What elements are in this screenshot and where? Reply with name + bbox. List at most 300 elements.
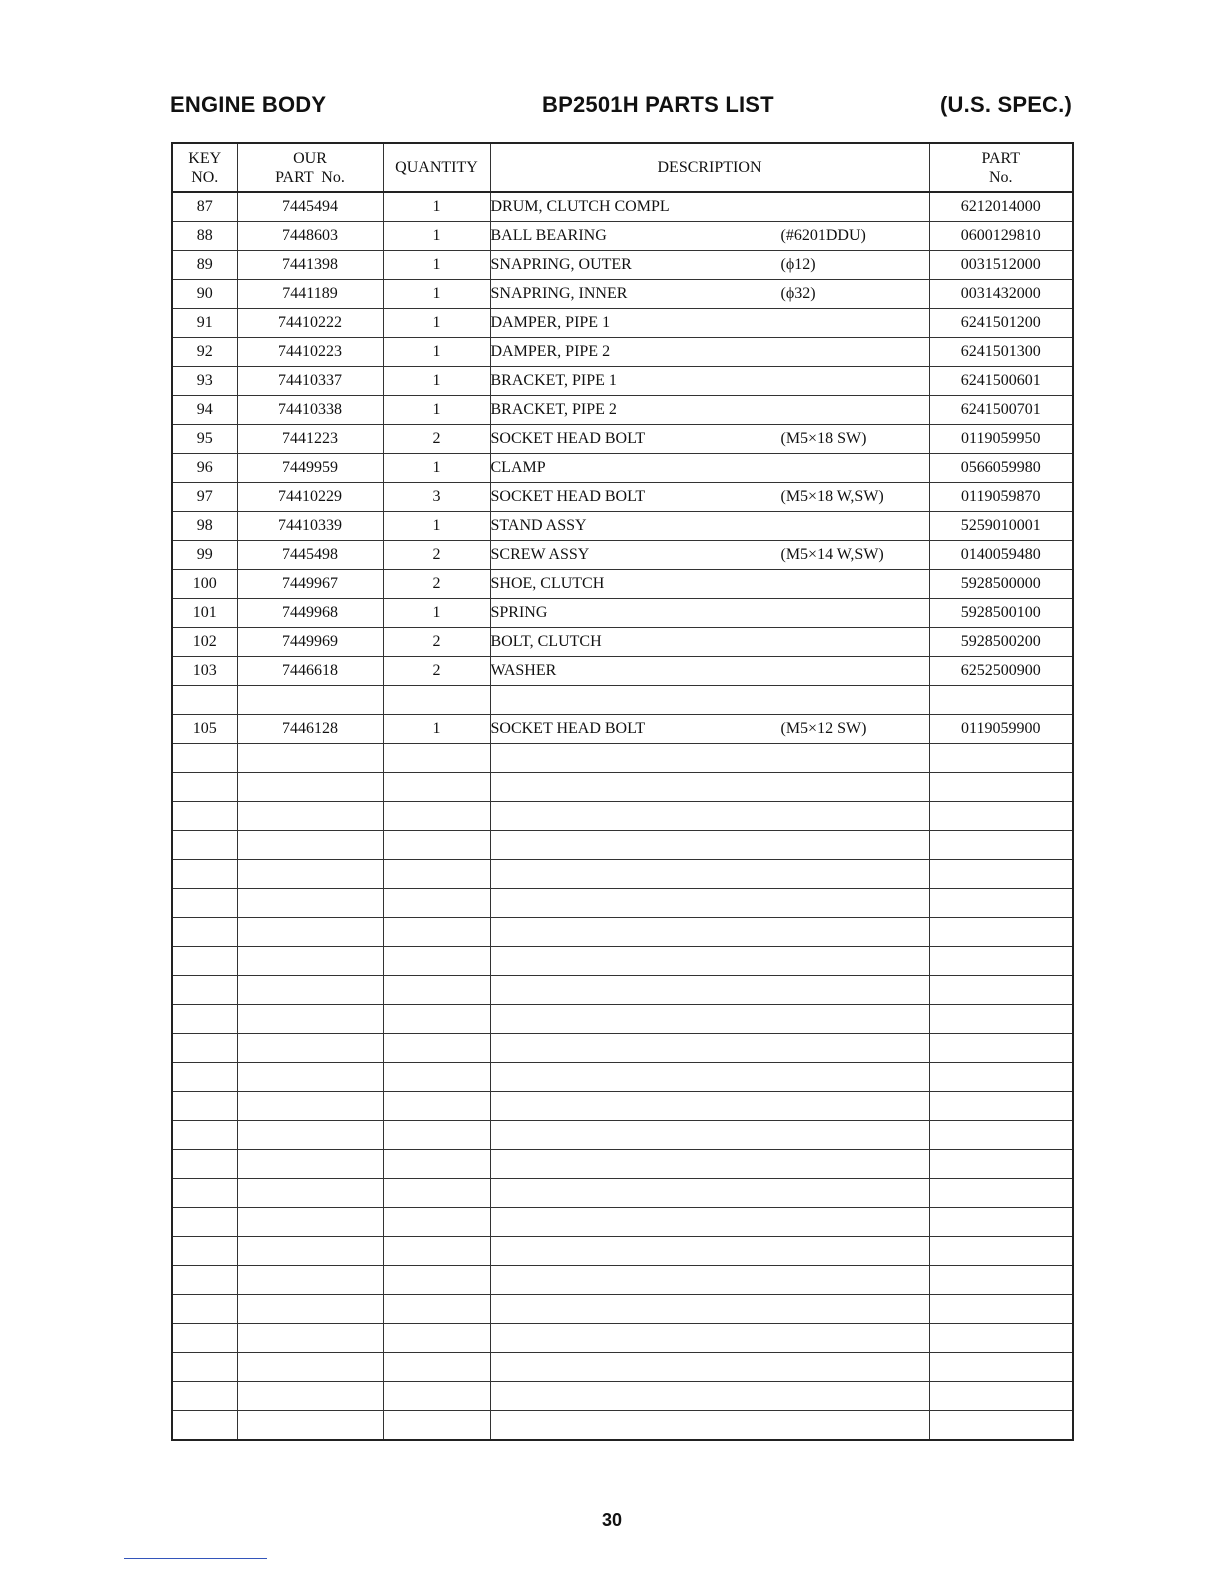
empty-row [172, 1150, 1073, 1179]
quantity-cell [383, 1034, 490, 1063]
part-no-cell [929, 889, 1073, 918]
part-no-cell: 6241500701 [929, 396, 1073, 425]
empty-row [172, 1063, 1073, 1092]
our-part-cell: 74410339 [237, 512, 383, 541]
description-text: CLAMP [490, 459, 546, 476]
col-part-line1: PART [981, 149, 1020, 167]
key-no-cell [172, 918, 237, 947]
key-no-cell: 87 [172, 192, 237, 222]
our-part-cell: 74410222 [237, 309, 383, 338]
table-row [172, 628, 1073, 657]
part-no-cell: 0119059950 [929, 425, 1073, 454]
table-row [172, 454, 1073, 483]
key-no-cell [172, 976, 237, 1005]
key-no-cell: 103 [172, 657, 237, 686]
description-cell [490, 367, 929, 396]
quantity-cell: 1 [383, 715, 490, 744]
description-cell [490, 1150, 929, 1179]
table-row [172, 280, 1073, 309]
section-title: ENGINE BODY [170, 92, 327, 117]
our-part-cell: 7446618 [237, 657, 383, 686]
our-part-cell: 7449967 [237, 570, 383, 599]
part-no-cell [929, 1179, 1073, 1208]
spec-text: (M5×18 W,SW) [780, 488, 884, 505]
part-no-cell [929, 1411, 1073, 1441]
quantity-cell [383, 802, 490, 831]
quantity-cell [383, 1295, 490, 1324]
description-cell [490, 396, 929, 425]
part-no-cell [929, 947, 1073, 976]
description-cell [490, 918, 929, 947]
part-no-cell [929, 802, 1073, 831]
key-no-cell: 93 [172, 367, 237, 396]
quantity-cell: 1 [383, 367, 490, 396]
quantity-cell: 2 [383, 541, 490, 570]
description-cell [490, 1324, 929, 1353]
table-header-row [172, 143, 1073, 192]
our-part-cell [237, 1208, 383, 1237]
description-cell [490, 1179, 929, 1208]
quantity-cell [383, 976, 490, 1005]
our-part-cell [237, 686, 383, 715]
our-part-cell [237, 1411, 383, 1441]
part-no-cell [929, 1092, 1073, 1121]
key-no-cell: 95 [172, 425, 237, 454]
empty-row [172, 1382, 1073, 1411]
quantity-cell: 1 [383, 338, 490, 367]
table-row [172, 541, 1073, 570]
key-no-cell: 105 [172, 715, 237, 744]
quantity-cell [383, 1382, 490, 1411]
part-no-cell [929, 1382, 1073, 1411]
col-part-line2: No. [988, 168, 1013, 186]
empty-row [172, 918, 1073, 947]
key-no-cell: 99 [172, 541, 237, 570]
table-row [172, 251, 1073, 280]
description-cell [490, 1411, 929, 1441]
empty-row [172, 1005, 1073, 1034]
description-cell [490, 280, 929, 309]
quantity-cell [383, 1208, 490, 1237]
key-no-cell [172, 686, 237, 715]
quantity-cell: 1 [383, 454, 490, 483]
description-cell [490, 860, 929, 889]
part-no-cell: 0031432000 [929, 280, 1073, 309]
our-part-cell [237, 773, 383, 802]
empty-row [172, 1237, 1073, 1266]
key-no-cell: 90 [172, 280, 237, 309]
part-no-cell: 0119059900 [929, 715, 1073, 744]
table-row [172, 222, 1073, 251]
part-no-cell [929, 773, 1073, 802]
quantity-cell: 2 [383, 425, 490, 454]
our-part-cell: 7448603 [237, 222, 383, 251]
spec-text: (M5×14 W,SW) [780, 546, 884, 563]
empty-row [172, 1034, 1073, 1063]
our-part-cell [237, 1324, 383, 1353]
col-key-line2: NO. [191, 168, 219, 186]
quantity-cell [383, 860, 490, 889]
key-no-cell [172, 1092, 237, 1121]
table-row [172, 309, 1073, 338]
spec-text: (M5×12 SW) [780, 720, 867, 737]
description-cell [490, 773, 929, 802]
description-cell [490, 222, 929, 251]
quantity-cell [383, 744, 490, 773]
key-no-cell [172, 1295, 237, 1324]
description-text: SPRING [490, 604, 548, 621]
part-no-cell: 0600129810 [929, 222, 1073, 251]
part-no-cell [929, 860, 1073, 889]
quantity-cell [383, 1121, 490, 1150]
our-part-cell: 7445498 [237, 541, 383, 570]
table-row [172, 367, 1073, 396]
description-text: SCREW ASSY [490, 546, 590, 563]
quantity-cell: 1 [383, 280, 490, 309]
description-cell [490, 1382, 929, 1411]
our-part-cell: 7441223 [237, 425, 383, 454]
empty-row [172, 831, 1073, 860]
description-text: SHOE, CLUTCH [490, 575, 605, 592]
key-no-cell [172, 831, 237, 860]
key-no-cell [172, 947, 237, 976]
quantity-cell [383, 773, 490, 802]
key-no-cell [172, 1237, 237, 1266]
description-text: DAMPER, PIPE 2 [490, 343, 611, 360]
part-no-cell: 6241500601 [929, 367, 1073, 396]
part-no-cell [929, 1266, 1073, 1295]
key-no-cell [172, 1034, 237, 1063]
quantity-cell [383, 1324, 490, 1353]
spec-label: (U.S. SPEC.) [940, 92, 1072, 117]
part-no-cell [929, 1150, 1073, 1179]
part-no-cell [929, 831, 1073, 860]
empty-row [172, 976, 1073, 1005]
part-no-cell [929, 1005, 1073, 1034]
empty-row [172, 1179, 1073, 1208]
part-no-cell: 6252500900 [929, 657, 1073, 686]
description-cell [490, 1353, 929, 1382]
our-part-cell [237, 889, 383, 918]
description-cell [490, 744, 929, 773]
part-no-cell: 0566059980 [929, 454, 1073, 483]
part-no-cell [929, 1063, 1073, 1092]
quantity-cell [383, 831, 490, 860]
key-no-cell [172, 1324, 237, 1353]
quantity-cell: 3 [383, 483, 490, 512]
table-row [172, 338, 1073, 367]
key-no-cell [172, 773, 237, 802]
parts-table [171, 142, 1074, 1441]
key-no-cell [172, 802, 237, 831]
quantity-cell: 1 [383, 222, 490, 251]
table-row [172, 686, 1073, 715]
description-cell [490, 192, 929, 222]
quantity-cell: 1 [383, 309, 490, 338]
part-no-cell: 0119059870 [929, 483, 1073, 512]
col-description: DESCRIPTION [490, 143, 929, 192]
our-part-cell [237, 744, 383, 773]
description-text: BALL BEARING [490, 227, 607, 244]
quantity-cell [383, 1353, 490, 1382]
part-no-cell: 5928500100 [929, 599, 1073, 628]
key-no-cell [172, 1208, 237, 1237]
part-no-cell [929, 686, 1073, 715]
key-no-cell: 92 [172, 338, 237, 367]
our-part-cell [237, 976, 383, 1005]
table-row [172, 512, 1073, 541]
our-part-cell: 7449959 [237, 454, 383, 483]
key-no-cell [172, 1063, 237, 1092]
description-text: SNAPRING, OUTER [490, 256, 632, 273]
description-cell [490, 976, 929, 1005]
quantity-cell: 1 [383, 512, 490, 541]
our-part-cell [237, 918, 383, 947]
quantity-cell [383, 1150, 490, 1179]
our-part-cell: 7449969 [237, 628, 383, 657]
our-part-cell [237, 1150, 383, 1179]
description-cell [490, 715, 929, 744]
description-cell [490, 628, 929, 657]
our-part-cell: 7441189 [237, 280, 383, 309]
our-part-cell [237, 831, 383, 860]
key-no-cell: 88 [172, 222, 237, 251]
part-no-cell [929, 1121, 1073, 1150]
description-text: SOCKET HEAD BOLT [490, 430, 646, 447]
our-part-cell [237, 1063, 383, 1092]
part-no-cell [929, 1324, 1073, 1353]
quantity-cell: 1 [383, 192, 490, 222]
key-no-cell [172, 889, 237, 918]
description-cell [490, 1092, 929, 1121]
spec-text: (ϕ12) [780, 256, 816, 273]
empty-row [172, 1411, 1073, 1441]
key-no-cell: 101 [172, 599, 237, 628]
key-no-cell: 91 [172, 309, 237, 338]
key-no-cell [172, 1382, 237, 1411]
table-body [172, 192, 1073, 1440]
key-no-cell [172, 1266, 237, 1295]
part-no-cell: 0031512000 [929, 251, 1073, 280]
quantity-cell [383, 1237, 490, 1266]
description-cell [490, 599, 929, 628]
our-part-cell [237, 1092, 383, 1121]
description-text: SNAPRING, INNER [490, 285, 628, 302]
description-text: DRUM, CLUTCH COMPL [490, 198, 670, 215]
description-cell [490, 454, 929, 483]
part-no-cell [929, 1353, 1073, 1382]
our-part-cell [237, 1121, 383, 1150]
key-no-cell: 100 [172, 570, 237, 599]
part-no-cell: 6212014000 [929, 192, 1073, 222]
empty-row [172, 947, 1073, 976]
our-part-cell: 7446128 [237, 715, 383, 744]
quantity-cell [383, 1411, 490, 1441]
quantity-cell [383, 918, 490, 947]
description-cell [490, 947, 929, 976]
document-title: BP2501H PARTS LIST [542, 92, 774, 117]
description-text: BRACKET, PIPE 1 [490, 372, 617, 389]
description-cell [490, 1237, 929, 1266]
description-cell [490, 802, 929, 831]
empty-row [172, 744, 1073, 773]
quantity-cell [383, 1092, 490, 1121]
key-no-cell [172, 1353, 237, 1382]
quantity-cell [383, 889, 490, 918]
our-part-cell [237, 947, 383, 976]
description-text: SOCKET HEAD BOLT [490, 488, 646, 505]
part-no-cell [929, 1237, 1073, 1266]
our-part-cell [237, 802, 383, 831]
quantity-cell [383, 1179, 490, 1208]
quantity-cell [383, 947, 490, 976]
description-text: STAND ASSY [490, 517, 587, 534]
part-no-cell [929, 976, 1073, 1005]
our-part-cell [237, 1266, 383, 1295]
key-no-cell [172, 860, 237, 889]
col-key-no [172, 143, 237, 192]
col-our-line2: PART No. [275, 168, 345, 186]
col-quantity: QUANTITY [383, 143, 490, 192]
empty-row [172, 1121, 1073, 1150]
description-cell [490, 1295, 929, 1324]
key-no-cell [172, 744, 237, 773]
description-text: SOCKET HEAD BOLT [490, 720, 646, 737]
quantity-cell: 1 [383, 599, 490, 628]
description-text: BOLT, CLUTCH [490, 633, 602, 650]
part-no-cell [929, 1034, 1073, 1063]
empty-row [172, 1353, 1073, 1382]
key-no-cell: 94 [172, 396, 237, 425]
empty-row [172, 1324, 1073, 1353]
quantity-cell [383, 1005, 490, 1034]
key-no-cell: 102 [172, 628, 237, 657]
our-part-cell: 74410337 [237, 367, 383, 396]
spec-text: (#6201DDU) [780, 227, 866, 244]
quantity-cell: 2 [383, 570, 490, 599]
our-part-cell: 7449968 [237, 599, 383, 628]
description-cell [490, 1121, 929, 1150]
key-no-cell [172, 1005, 237, 1034]
key-no-cell: 98 [172, 512, 237, 541]
footer-rule [124, 1558, 267, 1559]
empty-row [172, 1266, 1073, 1295]
our-part-cell: 74410223 [237, 338, 383, 367]
quantity-cell [383, 1266, 490, 1295]
our-part-cell [237, 1353, 383, 1382]
our-part-cell: 7441398 [237, 251, 383, 280]
our-part-cell [237, 1237, 383, 1266]
our-part-cell: 7445494 [237, 192, 383, 222]
quantity-cell [383, 1063, 490, 1092]
table-row [172, 599, 1073, 628]
quantity-cell: 2 [383, 657, 490, 686]
table-row [172, 715, 1073, 744]
description-cell [490, 512, 929, 541]
our-part-cell [237, 1382, 383, 1411]
description-cell [490, 425, 929, 454]
description-cell [490, 1063, 929, 1092]
description-text: BRACKET, PIPE 2 [490, 401, 617, 418]
key-no-cell [172, 1121, 237, 1150]
empty-row [172, 1208, 1073, 1237]
key-no-cell: 97 [172, 483, 237, 512]
description-cell [490, 483, 929, 512]
description-cell [490, 570, 929, 599]
spec-text: (M5×18 SW) [780, 430, 867, 447]
description-cell [490, 1208, 929, 1237]
description-cell [490, 657, 929, 686]
empty-row [172, 1092, 1073, 1121]
our-part-cell: 74410229 [237, 483, 383, 512]
key-no-cell [172, 1411, 237, 1441]
col-our-part-no [237, 143, 383, 192]
our-part-cell [237, 1005, 383, 1034]
description-cell [490, 1005, 929, 1034]
part-no-cell: 5259010001 [929, 512, 1073, 541]
page-number: 30 [601, 1510, 623, 1530]
our-part-cell [237, 860, 383, 889]
part-no-cell [929, 744, 1073, 773]
description-cell [490, 338, 929, 367]
table-row [172, 425, 1073, 454]
part-no-cell: 6241501200 [929, 309, 1073, 338]
table-row [172, 570, 1073, 599]
description-cell [490, 309, 929, 338]
table-row [172, 657, 1073, 686]
empty-row [172, 860, 1073, 889]
part-no-cell [929, 1295, 1073, 1324]
our-part-cell [237, 1034, 383, 1063]
our-part-cell [237, 1295, 383, 1324]
empty-row [172, 773, 1073, 802]
key-no-cell [172, 1179, 237, 1208]
col-our-line1: OUR [293, 149, 327, 167]
description-text: WASHER [490, 662, 557, 679]
our-part-cell [237, 1179, 383, 1208]
part-no-cell: 6241501300 [929, 338, 1073, 367]
empty-row [172, 889, 1073, 918]
quantity-cell: 2 [383, 628, 490, 657]
description-cell [490, 541, 929, 570]
spec-text: (ϕ32) [780, 285, 816, 302]
table-row [172, 192, 1073, 222]
our-part-cell: 74410338 [237, 396, 383, 425]
quantity-cell: 1 [383, 251, 490, 280]
table-row [172, 483, 1073, 512]
empty-row [172, 802, 1073, 831]
quantity-cell [383, 686, 490, 715]
description-cell [490, 686, 929, 715]
description-cell [490, 1034, 929, 1063]
description-text: DAMPER, PIPE 1 [490, 314, 611, 331]
description-cell [490, 1266, 929, 1295]
table-row [172, 396, 1073, 425]
part-no-cell: 5928500000 [929, 570, 1073, 599]
description-cell [490, 251, 929, 280]
part-no-cell: 0140059480 [929, 541, 1073, 570]
description-cell [490, 889, 929, 918]
part-no-cell [929, 1208, 1073, 1237]
description-cell [490, 831, 929, 860]
key-no-cell: 89 [172, 251, 237, 280]
key-no-cell: 96 [172, 454, 237, 483]
empty-row [172, 1295, 1073, 1324]
quantity-cell: 1 [383, 396, 490, 425]
part-no-cell [929, 918, 1073, 947]
part-no-cell: 5928500200 [929, 628, 1073, 657]
col-key-line1: KEY [188, 149, 222, 167]
